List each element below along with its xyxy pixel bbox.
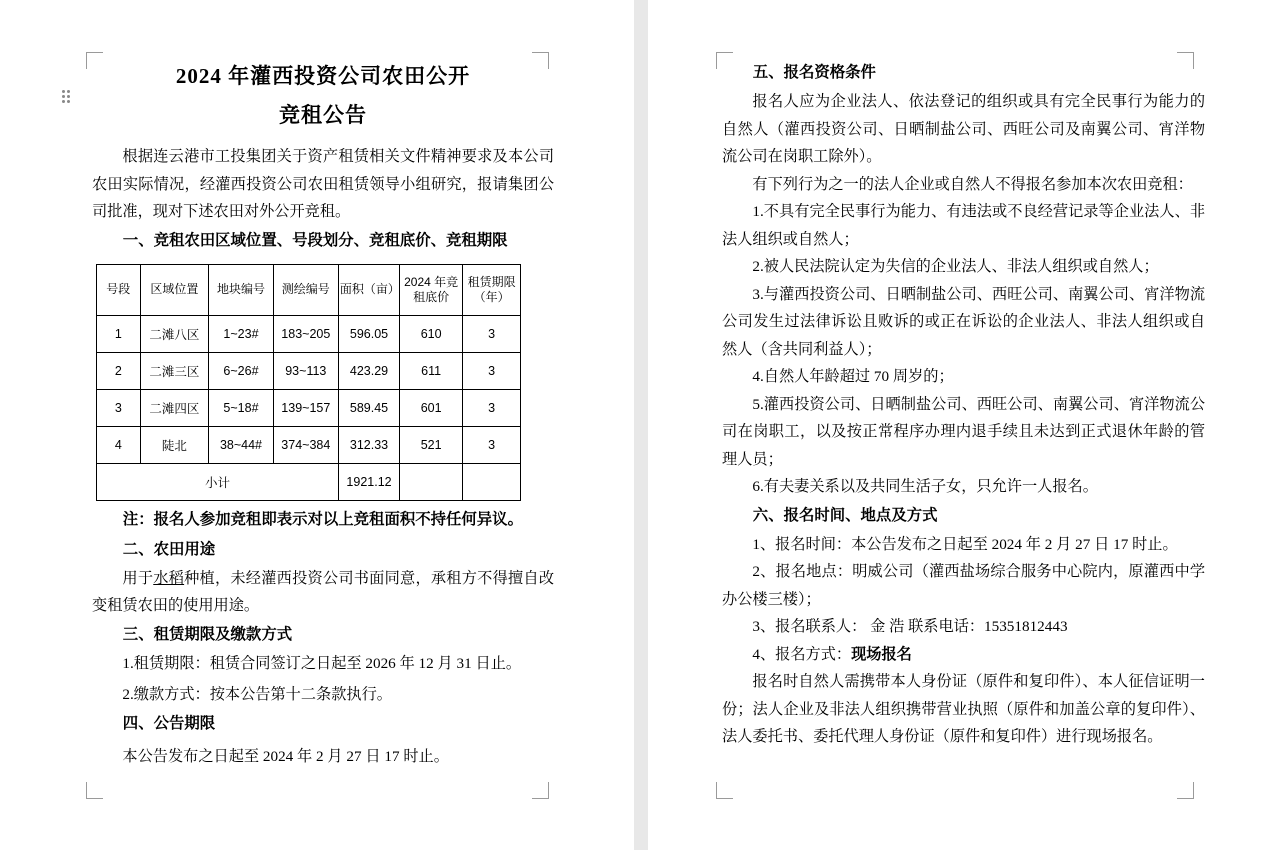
section6-item-4 — [722, 641, 1205, 669]
section-heading-4: 四、公告期限 — [122, 714, 216, 732]
section5-item-4: 4.自然人年龄超过 70 周岁的； — [752, 368, 954, 385]
table-header-row — [97, 264, 521, 315]
intro-paragraph: 根据连云港市工投集团关于资产租赁相关文件精神要求及本公司农田实际情况，经灌西投资公司农田租赁领导小组研究，报请集团公司批准，现对下述农田对外公开竞租。 — [92, 148, 554, 220]
section6-final-paragraph: 报名时自然人需携带本人身份证（原件和复印件）、本人征信证明一份；法人企业及非法人组织携带营业执照（原件和加盖公章的复印件）、法人委托书、委托代理人身份证（原件和复印件）进行现场报名。 — [722, 673, 1205, 745]
section6-item-4-label: 4、报名方式： — [752, 645, 852, 663]
crop-mark-bottom-right — [1177, 782, 1194, 799]
section5-item-1: 1.不具有完全民事行为能力、有违法或不良经营记录等企业法人、非法人组织或自然人； — [722, 203, 1205, 248]
crop-mark-bottom-right — [532, 782, 549, 799]
bid-parcels-table — [96, 264, 521, 501]
table-cell: 二滩三区 — [140, 352, 209, 389]
table-cell: 611 — [400, 352, 463, 389]
table-cell: 183~205 — [273, 315, 338, 352]
table-subtotal-row — [97, 463, 521, 500]
table-header-cell: 地块编号 — [209, 264, 273, 315]
document-page-right — [648, 0, 1285, 850]
table-cell: 3 — [463, 389, 521, 426]
section6-item-3: 3、报名联系人： 金 浩 联系电话：15351812443 — [752, 618, 1068, 635]
table-cell: 601 — [400, 389, 463, 426]
section2-paragraph — [92, 565, 554, 620]
table-row — [97, 352, 521, 389]
table-subtotal-value: 1921.12 — [338, 463, 399, 500]
section2-text-pre: 用于 — [122, 569, 154, 587]
document-page-left — [0, 0, 634, 850]
section5-paragraph-1: 报名人应为企业法人、依法登记的组织或具有完全民事行为能力的自然人（灌西投资公司、日晒制盐公司、西旺公司及南翼公司、宵洋物流公司在岗职工除外）。 — [722, 93, 1205, 165]
section5-item-6: 6.有夫妻关系以及共同生活子女，只允许一人报名。 — [752, 478, 1098, 495]
table-cell: 596.05 — [338, 315, 399, 352]
table-cell: 610 — [400, 315, 463, 352]
table-cell: 3 — [463, 426, 521, 463]
section5-paragraph-2: 有下列行为之一的法人企业或自然人不得报名参加本次农田竞租： — [752, 175, 1193, 193]
table-header-cell: 租赁期限（年） — [463, 264, 521, 315]
page-title-line1: 2024 年灌西投资公司农田公开 — [175, 64, 471, 88]
section5-item-2: 2.被人民法院认定为失信的企业法人、非法人组织或自然人； — [752, 258, 1159, 275]
page-gutter — [634, 0, 648, 850]
section-heading-6: 六、报名时间、地点及方式 — [752, 506, 938, 524]
table-cell: 521 — [400, 426, 463, 463]
table-cell: 312.33 — [338, 426, 399, 463]
table-cell: 二滩八区 — [140, 315, 209, 352]
table-subtotal-label: 小计 — [97, 463, 339, 500]
crop-mark-bottom-left — [716, 782, 733, 799]
table-cell: 93~113 — [273, 352, 338, 389]
table-cell: 5~18# — [209, 389, 273, 426]
table-cell: 3 — [97, 389, 141, 426]
section6-item-4-value: 现场报名 — [851, 645, 912, 663]
table-cell: 1~23# — [209, 315, 273, 352]
section-heading-1: 一、竞租农田区域位置、号段划分、竞租底价、竞租期限 — [122, 231, 508, 249]
table-cell: 139~157 — [273, 389, 338, 426]
table-row — [97, 426, 521, 463]
crop-mark-bottom-left — [86, 782, 103, 799]
table-row — [97, 315, 521, 352]
table-cell: 3 — [463, 352, 521, 389]
drag-handle-icon[interactable] — [62, 90, 72, 106]
table-note: 注：报名人参加竞租即表示对以上竞租面积不持任何异议。 — [122, 510, 523, 528]
section2-text-underline: 水稻 — [153, 569, 185, 587]
section-heading-5: 五、报名资格条件 — [752, 64, 876, 81]
table-cell: 二滩四区 — [140, 389, 209, 426]
table-cell: 374~384 — [273, 426, 338, 463]
section3-item-1: 1.租赁期限：租赁合同签订之日起至 2026 年 12 月 31 日止。 — [122, 654, 522, 672]
section6-item-2: 2、报名地点：明威公司（灌西盐场综合服务中心院内，原灌西中学办公楼三楼）； — [722, 563, 1205, 608]
section4-paragraph: 本公告发布之日起至 2024 年 2 月 27 日 17 时止。 — [122, 747, 449, 765]
table-cell: 3 — [463, 315, 521, 352]
table-header-cell: 区域位置 — [140, 264, 209, 315]
table-cell-empty — [400, 463, 463, 500]
table-cell: 4 — [97, 426, 141, 463]
section-heading-3: 三、租赁期限及缴款方式 — [122, 625, 293, 643]
table-cell: 1 — [97, 315, 141, 352]
page-title-line2: 竞租公告 — [279, 103, 367, 127]
table-cell: 2 — [97, 352, 141, 389]
table-header-cell: 号段 — [97, 264, 141, 315]
table-row — [97, 389, 521, 426]
section5-item-3: 3.与灌西投资公司、日晒制盐公司、西旺公司、南翼公司、宵洋物流公司发生过法律诉讼且败诉的或正在诉讼的企业法人、非法人组织或自然人（含共同利益人）； — [722, 285, 1205, 358]
table-header-cell: 2024 年竞租底价 — [400, 264, 463, 315]
table-cell: 陡北 — [140, 426, 209, 463]
section3-item-2: 2.缴款方式：按本公告第十二条款执行。 — [122, 686, 392, 703]
section5-item-5: 5.灌西投资公司、日晒制盐公司、西旺公司、南翼公司、宵洋物流公司在岗职工，以及按正常程序办理内退手续且未达到正式退休年龄的管理人员； — [722, 395, 1205, 468]
table-cell: 38~44# — [209, 426, 273, 463]
section-heading-2: 二、农田用途 — [122, 540, 216, 558]
table-cell-empty — [463, 463, 521, 500]
table-cell: 6~26# — [209, 352, 273, 389]
table-header-cell: 面积（亩） — [338, 264, 399, 315]
table-header-cell: 测绘编号 — [273, 264, 338, 315]
table-cell: 589.45 — [338, 389, 399, 426]
table-cell: 423.29 — [338, 352, 399, 389]
section2-text-post: 种植，未经灌西投资公司书面同意，承租方不得擅自改变租赁农田的使用用途。 — [92, 569, 555, 614]
section6-item-1: 1、报名时间：本公告发布之日起至 2024 年 2 月 27 日 17 时止。 — [752, 535, 1178, 553]
